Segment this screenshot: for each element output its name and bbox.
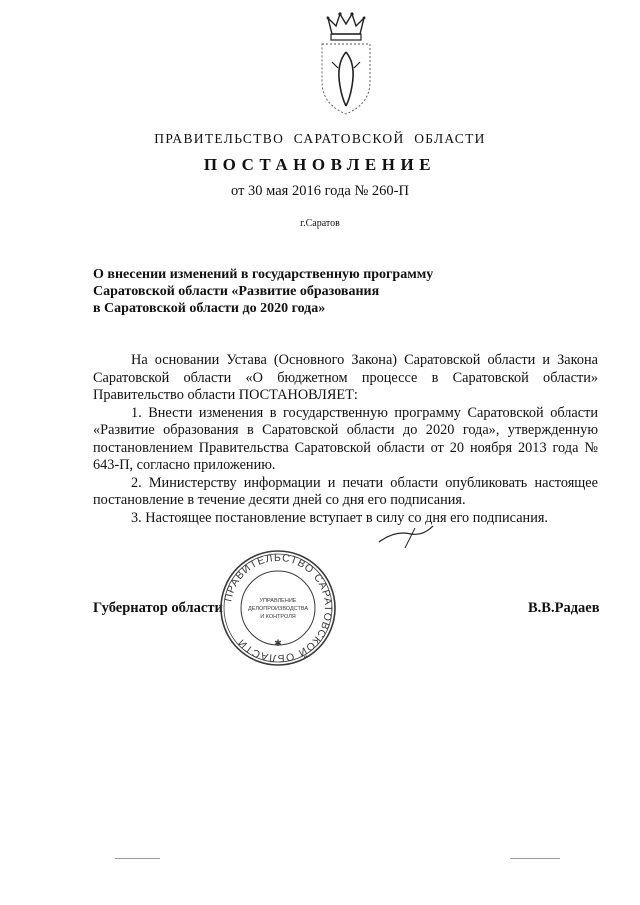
document-subject: [93, 266, 513, 317]
document-body: [93, 352, 598, 527]
scan-speck: [510, 858, 560, 859]
city-name: г.Саратов: [300, 218, 340, 229]
item-paragraph-3: 3. Настоящее постановление вступает в силу со дня его подписания.: [131, 509, 548, 526]
seal-inner-line: ДЕЛОПРОИЗВОДСТВА: [247, 606, 309, 612]
seal-outer-text: ПРАВИТЕЛЬСТВО САРАТОВСКОЙ ОБЛАСТИ: [222, 551, 335, 665]
scan-speck: [115, 858, 160, 859]
handwritten-mark: [375, 520, 445, 550]
government-name: ПРАВИТЕЛЬСТВО САРАТОВСКОЙ ОБЛАСТИ: [154, 131, 486, 146]
document-type: ПОСТАНОВЛЕНИЕ: [203, 155, 437, 174]
signature-name: В.В.Радаев: [528, 600, 600, 616]
document-date-number: от 30 мая 2016 года № 260-П: [231, 183, 409, 199]
subject-line: О внесении изменений в государственную программу: [93, 267, 434, 282]
seal-inner-line: И КОНТРОЛЯ: [260, 614, 296, 620]
coat-of-arms-emblem: [318, 12, 374, 116]
subject-line: в Саратовской области до 2020 года»: [93, 301, 326, 316]
subject-line: Саратовской области «Развитие образования: [93, 284, 380, 299]
preamble-paragraph: На основании Устава (Основного Закона) Саратовской области и Закона Саратовской области «О бюджетном процессе в Саратовской области» Правительство области ПОСТАНОВЛЯЕТ:: [93, 352, 598, 403]
signature-title: Губернатор области: [93, 600, 223, 616]
official-seal: [218, 548, 338, 668]
item-paragraph-2: 2. Министерству информации и печати области опубликовать настоящее постановление в течение десяти дней со дня его подписания.: [93, 474, 598, 508]
seal-inner-line: УПРАВЛЕНИЕ: [259, 598, 297, 604]
item-paragraph-1: 1. Внести изменения в государственную программу Саратовской области «Развитие образования в Саратовской области до 2020 года», утвержденную постановлением Правительства Саратовской области от 20 ноября 2013 года № 643-П, согласно приложению.: [93, 404, 598, 473]
seal-star-icon: ✱: [274, 638, 282, 648]
